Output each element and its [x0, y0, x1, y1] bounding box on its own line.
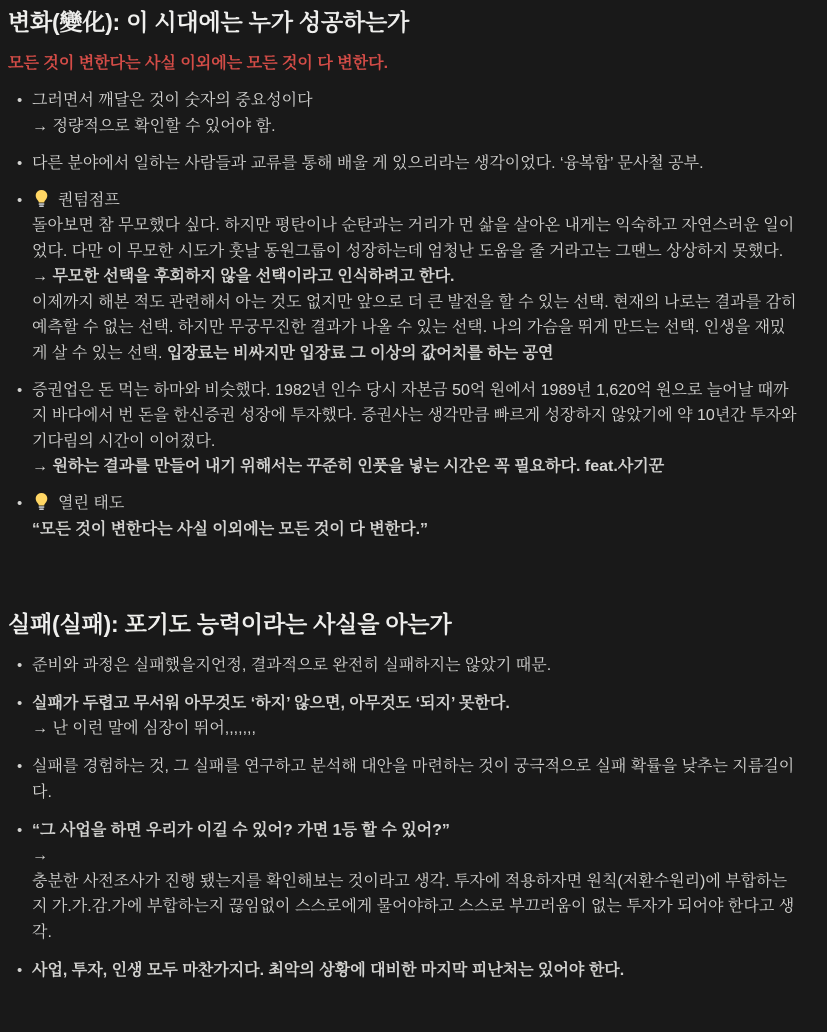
text-segment: “모든 것이 변한다는 사실 이외에는 모든 것이 다 변한다.” [32, 520, 429, 538]
text-segment: 실패가 두렵고 무서워 아무것도 ‘하지’ 않으면, 아무것도 ‘되지’ 못한다. [32, 694, 510, 712]
bullet-line [32, 88, 797, 114]
bullet-title-line [32, 188, 797, 214]
list-item [8, 958, 797, 984]
bullet-line [32, 653, 797, 679]
paragraph-line [32, 290, 797, 367]
quote-line [32, 517, 797, 543]
bullet-list-change [8, 88, 797, 542]
bullet-line [32, 691, 797, 717]
list-item [8, 151, 797, 177]
bullet-line [32, 958, 797, 984]
arrow-glyph: → [32, 847, 48, 864]
arrow-note-line [32, 264, 797, 290]
section-subtitle-red: 모든 것이 변한다는 사실 이외에는 모든 것이 다 변한다. [8, 55, 389, 72]
text-segment: → 정량적으로 확인할 수 있어야 함. [32, 117, 276, 135]
arrow-note-line [32, 114, 797, 140]
arrow-note-line [32, 716, 797, 742]
text-segment: 충분한 사전조사가 진행 됐는지를 확인해보는 것이라고 생각. 투자에 적용하자면 원칙(저환수원리)에 부합하는지 가.가.감.가에 부합하는지 끊임없이 스스로에게 물어야하고 스스로 부끄러움이 없는 투자가 되어야 한다고 생각. [32, 872, 795, 941]
list-item [8, 491, 797, 542]
lightbulb-icon [32, 189, 51, 208]
section-heading-change: 변화(變化): 이 시대에는 누가 성공하는가 [8, 9, 409, 35]
list-item [8, 691, 797, 742]
arrow-note-line [32, 454, 797, 480]
text-segment: → 무모한 선택을 후회하지 않을 선택이라고 인식하려고 한다. [32, 268, 455, 285]
paragraph-line [32, 869, 797, 946]
text-segment: → 원하는 결과를 만들어 내기 위해서는 꾸준히 인풋을 넣는 시간은 꼭 필요하다. feat.사기꾼 [32, 458, 665, 475]
text-segment: 열린 태도 [58, 495, 125, 512]
list-item [8, 88, 797, 139]
text-segment: 이제까지 해본 적도 관련해서 아는 것도 없지만 앞으로 더 큰 발전을 할 수 있는 선택. 현재의 나로는 결과를 감히 예측할 수 없는 선택. 하지만 무궁무진한 결과가 나올 수 있는 선택. 나의 가슴을 뛰게 만드는 선택. 인생을 재밌게 살 수 있는 선택. [32, 293, 797, 362]
arrow-only-line [32, 843, 797, 869]
list-item [8, 653, 797, 679]
text-segment: 사업, 투자, 인생 모두 마찬가지다. 최악의 상황에 대비한 마지막 피난처는 있어야 한다. [32, 961, 625, 979]
text-segment: → 난 이런 말에 심장이 뛰어,,,,,,, [32, 720, 256, 737]
text-segment: 준비와 과정은 실패했을지언정, 결과적으로 완전히 실패하지는 않았기 때문. [32, 656, 552, 674]
bullet-line [32, 151, 797, 177]
list-item [8, 818, 797, 946]
paragraph-line [32, 378, 797, 455]
text-segment: 다른 분야에서 일하는 사람들과 교류를 통해 배울 게 있으리라는 생각이었다. ‘융복합’ 문사철 공부. [32, 154, 704, 172]
lightbulb-icon [32, 492, 51, 511]
quote-line [32, 818, 797, 844]
text-segment: “그 사업을 하면 우리가 이길 수 있어? 가면 1등 할 수 있어?” [32, 821, 450, 839]
bullet-line [32, 754, 797, 805]
text-segment: 돌아보면 참 무모했다 싶다. 하지만 평탄이나 순탄과는 거리가 먼 삶을 살아온 내게는 익숙하고 자연스러운 일이었다. 다만 이 무모한 시도가 훗날 동원그룹이 성장하는데 엄청난 도움을 줄 거라고는 그땐느 상상하지 못했다. [32, 217, 795, 260]
list-item [8, 188, 797, 367]
text-segment: 실패를 경험하는 것, 그 실패를 연구하고 분석해 대안을 마련하는 것이 궁극적으로 실패 확률을 낮추는 지름길이다. [32, 758, 795, 801]
text-segment: 증권업은 돈 먹는 하마와 비슷했다. 1982년 인수 당시 자본금 50억 원에서 1989년 1,620억 원으로 늘어날 때까지 바다에서 번 돈을 한신증권 성장에 투자했다. 증권사는 생각만큼 빠르게 성장하지 않았기에 약 10년간 투자와 기다림의 시간이 이어졌다. [32, 381, 797, 450]
section-heading-failure: 실패(실패): 포기도 능력이라는 사실을 아는가 [8, 611, 452, 637]
bullet-list-failure [8, 653, 797, 984]
text-segment: 퀀텀점프 [58, 191, 120, 209]
list-item [8, 378, 797, 480]
paragraph-line [32, 213, 797, 264]
bullet-title-line [32, 491, 797, 517]
text-segment: 그러면서 깨달은 것이 숫자의 중요성이다 [32, 92, 313, 109]
text-segment: 입장료는 비싸지만 입장료 그 이상의 값어치를 하는 공연 [166, 344, 554, 362]
list-item [8, 754, 797, 805]
